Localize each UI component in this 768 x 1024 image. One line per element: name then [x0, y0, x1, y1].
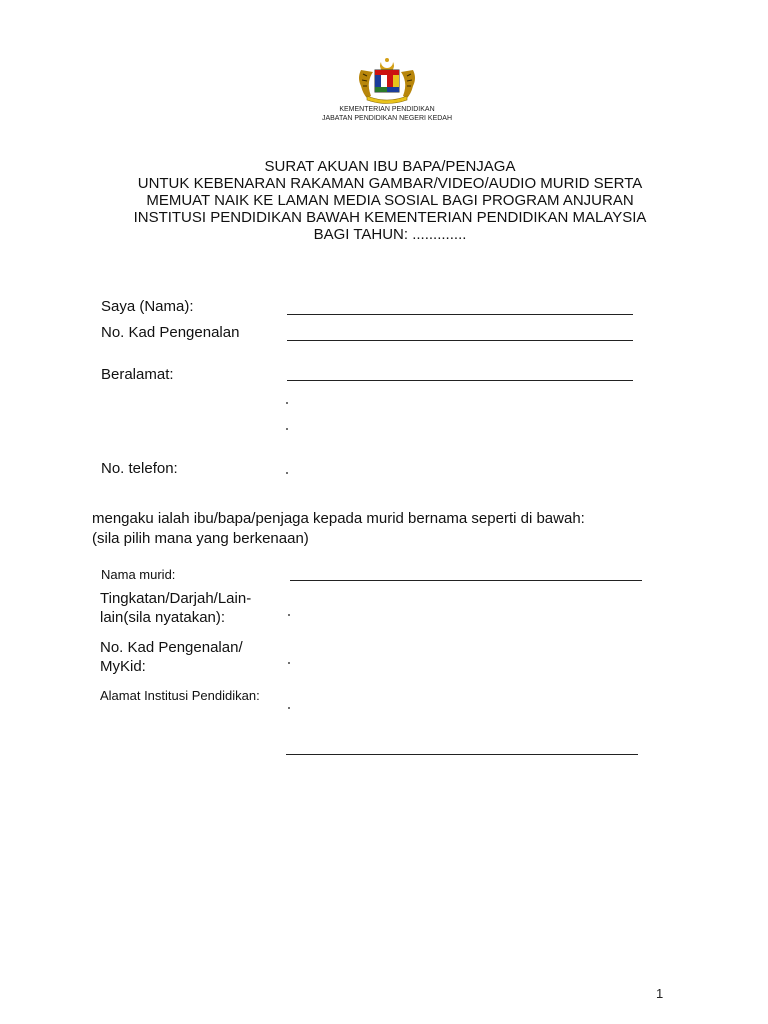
student-class-label-line-1: Tingkatan/Darjah/Lain-	[100, 590, 252, 607]
parent-ic-field[interactable]	[287, 340, 633, 341]
institution-address-label: Alamat Institusi Pendidikan:	[100, 688, 260, 703]
declaration-note: (sila pilih mana yang berkenaan)	[92, 530, 309, 547]
address-line-2-field[interactable]	[286, 402, 288, 404]
parent-ic-label: No. Kad Pengenalan	[101, 324, 240, 341]
student-ic-label-line-2: MyKid:	[100, 658, 146, 675]
student-ic-label	[100, 638, 243, 676]
parent-address-field[interactable]	[287, 380, 633, 381]
title-line-3: MEMUAT NAIK KE LAMAN MEDIA SOSIAL BAGI PROGRAM ANJURAN	[146, 192, 634, 209]
title-line-1: SURAT AKUAN IBU BAPA/PENJAGA	[264, 158, 516, 175]
parent-phone-label: No. telefon:	[101, 460, 178, 477]
department-name: JABATAN PENDIDIKAN NEGERI KEDAH	[321, 115, 453, 122]
ministry-caption	[300, 105, 474, 123]
student-class-field[interactable]	[288, 614, 290, 616]
institution-address-field[interactable]	[288, 707, 290, 709]
page-number: 1	[656, 986, 664, 1001]
title-line-5: BAGI TAHUN: .............	[313, 226, 467, 243]
institution-address-line-2-field[interactable]	[286, 754, 638, 755]
student-ic-field[interactable]	[288, 662, 290, 664]
title-line-4: INSTITUSI PENDIDIKAN BAWAH KEMENTERIAN PENDIDIKAN MALAYSIA	[133, 209, 647, 226]
parent-address-label: Beralamat:	[101, 366, 174, 383]
parent-name-field[interactable]	[287, 314, 633, 315]
student-name-label: Nama murid:	[101, 567, 176, 582]
title-line-2: UNTUK KEBENARAN RAKAMAN GAMBAR/VIDEO/AUDIO MURID SERTA	[137, 175, 643, 192]
student-ic-label-line-1: No. Kad Pengenalan/	[100, 639, 243, 656]
student-class-label-line-2: lain(sila nyatakan):	[100, 609, 226, 626]
parent-name-label: Saya (Nama):	[101, 298, 194, 315]
ministry-name: KEMENTERIAN PENDIDIKAN	[339, 106, 435, 113]
parent-phone-field[interactable]	[286, 472, 288, 474]
student-name-field[interactable]	[290, 580, 642, 581]
document-title	[60, 158, 720, 243]
student-class-label	[100, 589, 251, 627]
address-line-3-field[interactable]	[286, 428, 288, 430]
malaysia-coat-of-arms-icon	[355, 56, 419, 104]
declaration-text: mengaku ialah ibu/bapa/penjaga kepada murid bernama seperti di bawah:	[92, 510, 585, 527]
